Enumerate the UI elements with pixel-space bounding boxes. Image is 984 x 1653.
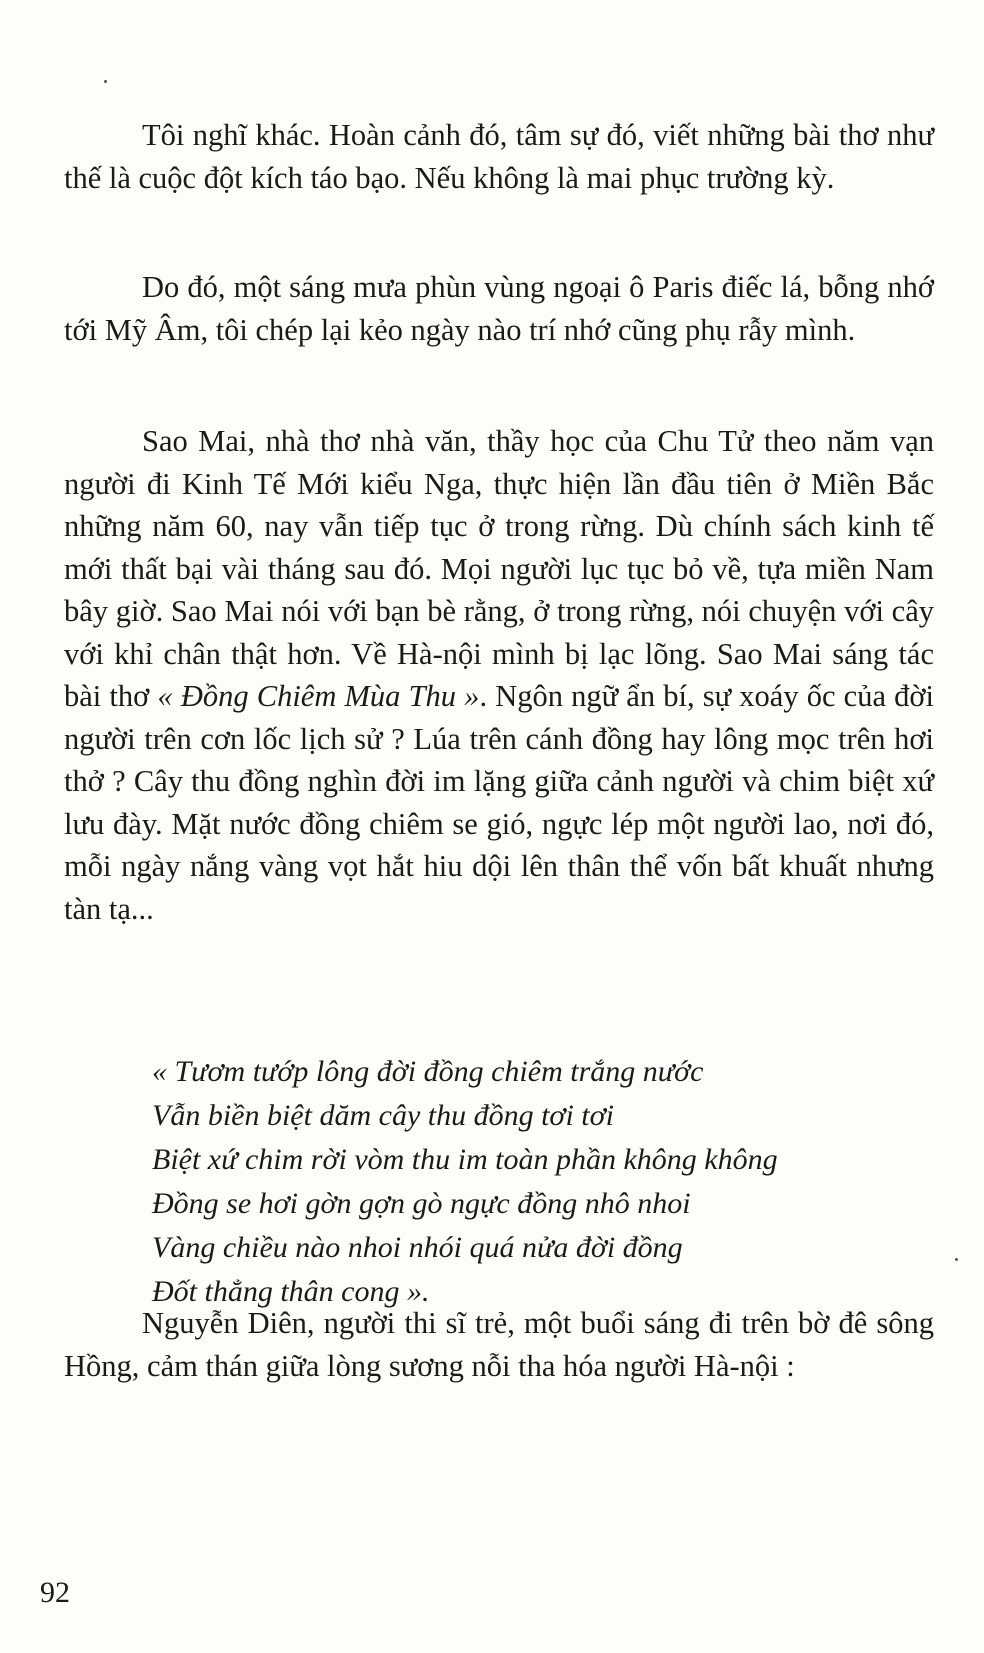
- paragraph-4: Nguyễn Diên, người thi sĩ trẻ, một buổi sáng đi trên bờ đê sông Hồng, cảm thán giữa lòng sương nỗi tha hóa người Hà-nội :: [64, 1306, 934, 1383]
- page-number: 92: [40, 1576, 70, 1609]
- poem-line: Vẫn biền biệt dăm cây thu đồng tơi tơi: [152, 1099, 614, 1132]
- poem-line: Đốt thẳng thân cong ».: [152, 1275, 430, 1308]
- poem-title: « Đồng Chiêm Mùa Thu »: [157, 679, 480, 713]
- paragraph-3-text-start: Sao Mai, nhà thơ nhà văn, thầy học của Chu Tử theo năm vạn người đi Kinh Tế Mới kiểu Nga, thực hiện lần đầu tiên ở Miền Bắc những năm 60, nay vẫn tiếp tục ở trong rừng. Dù chính sách kinh tế mới thất bại vài tháng sau đó. Mọi người lục tục bỏ về, tựa miền Nam bây giờ. Sao Mai nói với bạn bè rằng, ở trong rừng, nói chuyện với cây với khỉ chân thật hơn. Về Hà-nội mình bị lạc lõng. Sao Mai sáng tác bài thơ: [64, 424, 934, 713]
- poem-line: Vàng chiều nào nhoi nhói quá nửa đời đồng: [152, 1231, 683, 1264]
- scan-speck: [955, 1258, 958, 1261]
- paragraph-2: Do đó, một sáng mưa phùn vùng ngoại ô Paris điếc lá, bỗng nhớ tới Mỹ Âm, tôi chép lại kẻo ngày nào trí nhớ cũng phụ rẫy mình.: [64, 270, 934, 347]
- poem-line: Đồng se hơi gờn gợn gò ngực đồng nhô nhoi: [152, 1187, 691, 1220]
- poem-line: Biệt xứ chim rời vòm thu im toàn phần không không: [152, 1143, 778, 1176]
- paragraph-1: Tôi nghĩ khác. Hoàn cảnh đó, tâm sự đó, viết những bài thơ như thế là cuộc đột kích táo bạo. Nếu không là mai phục trường kỳ.: [64, 118, 934, 195]
- poem-line: « Tươm tướp lông đời đồng chiêm trắng nước: [152, 1055, 704, 1088]
- scan-speck: [104, 80, 107, 83]
- poem-block: [152, 1050, 912, 1314]
- paragraph-3: [64, 420, 934, 930]
- paragraph-3-text-end: . Ngôn ngữ ẩn bí, sự xoáy ốc của đời người trên cơn lốc lịch sử ? Lúa trên cánh đồng hay lông mọc trên hơi thở ? Cây thu đồng nghìn đời im lặng giữa cảnh người và chim biệt xứ lưu đày. Mặt nước đồng chiêm se gió, ngực lép một người lao, nơi đó, mỗi ngày nắng vàng vọt hắt hiu dội lên thân thể vốn bất khuất nhưng tàn tạ...: [64, 679, 934, 926]
